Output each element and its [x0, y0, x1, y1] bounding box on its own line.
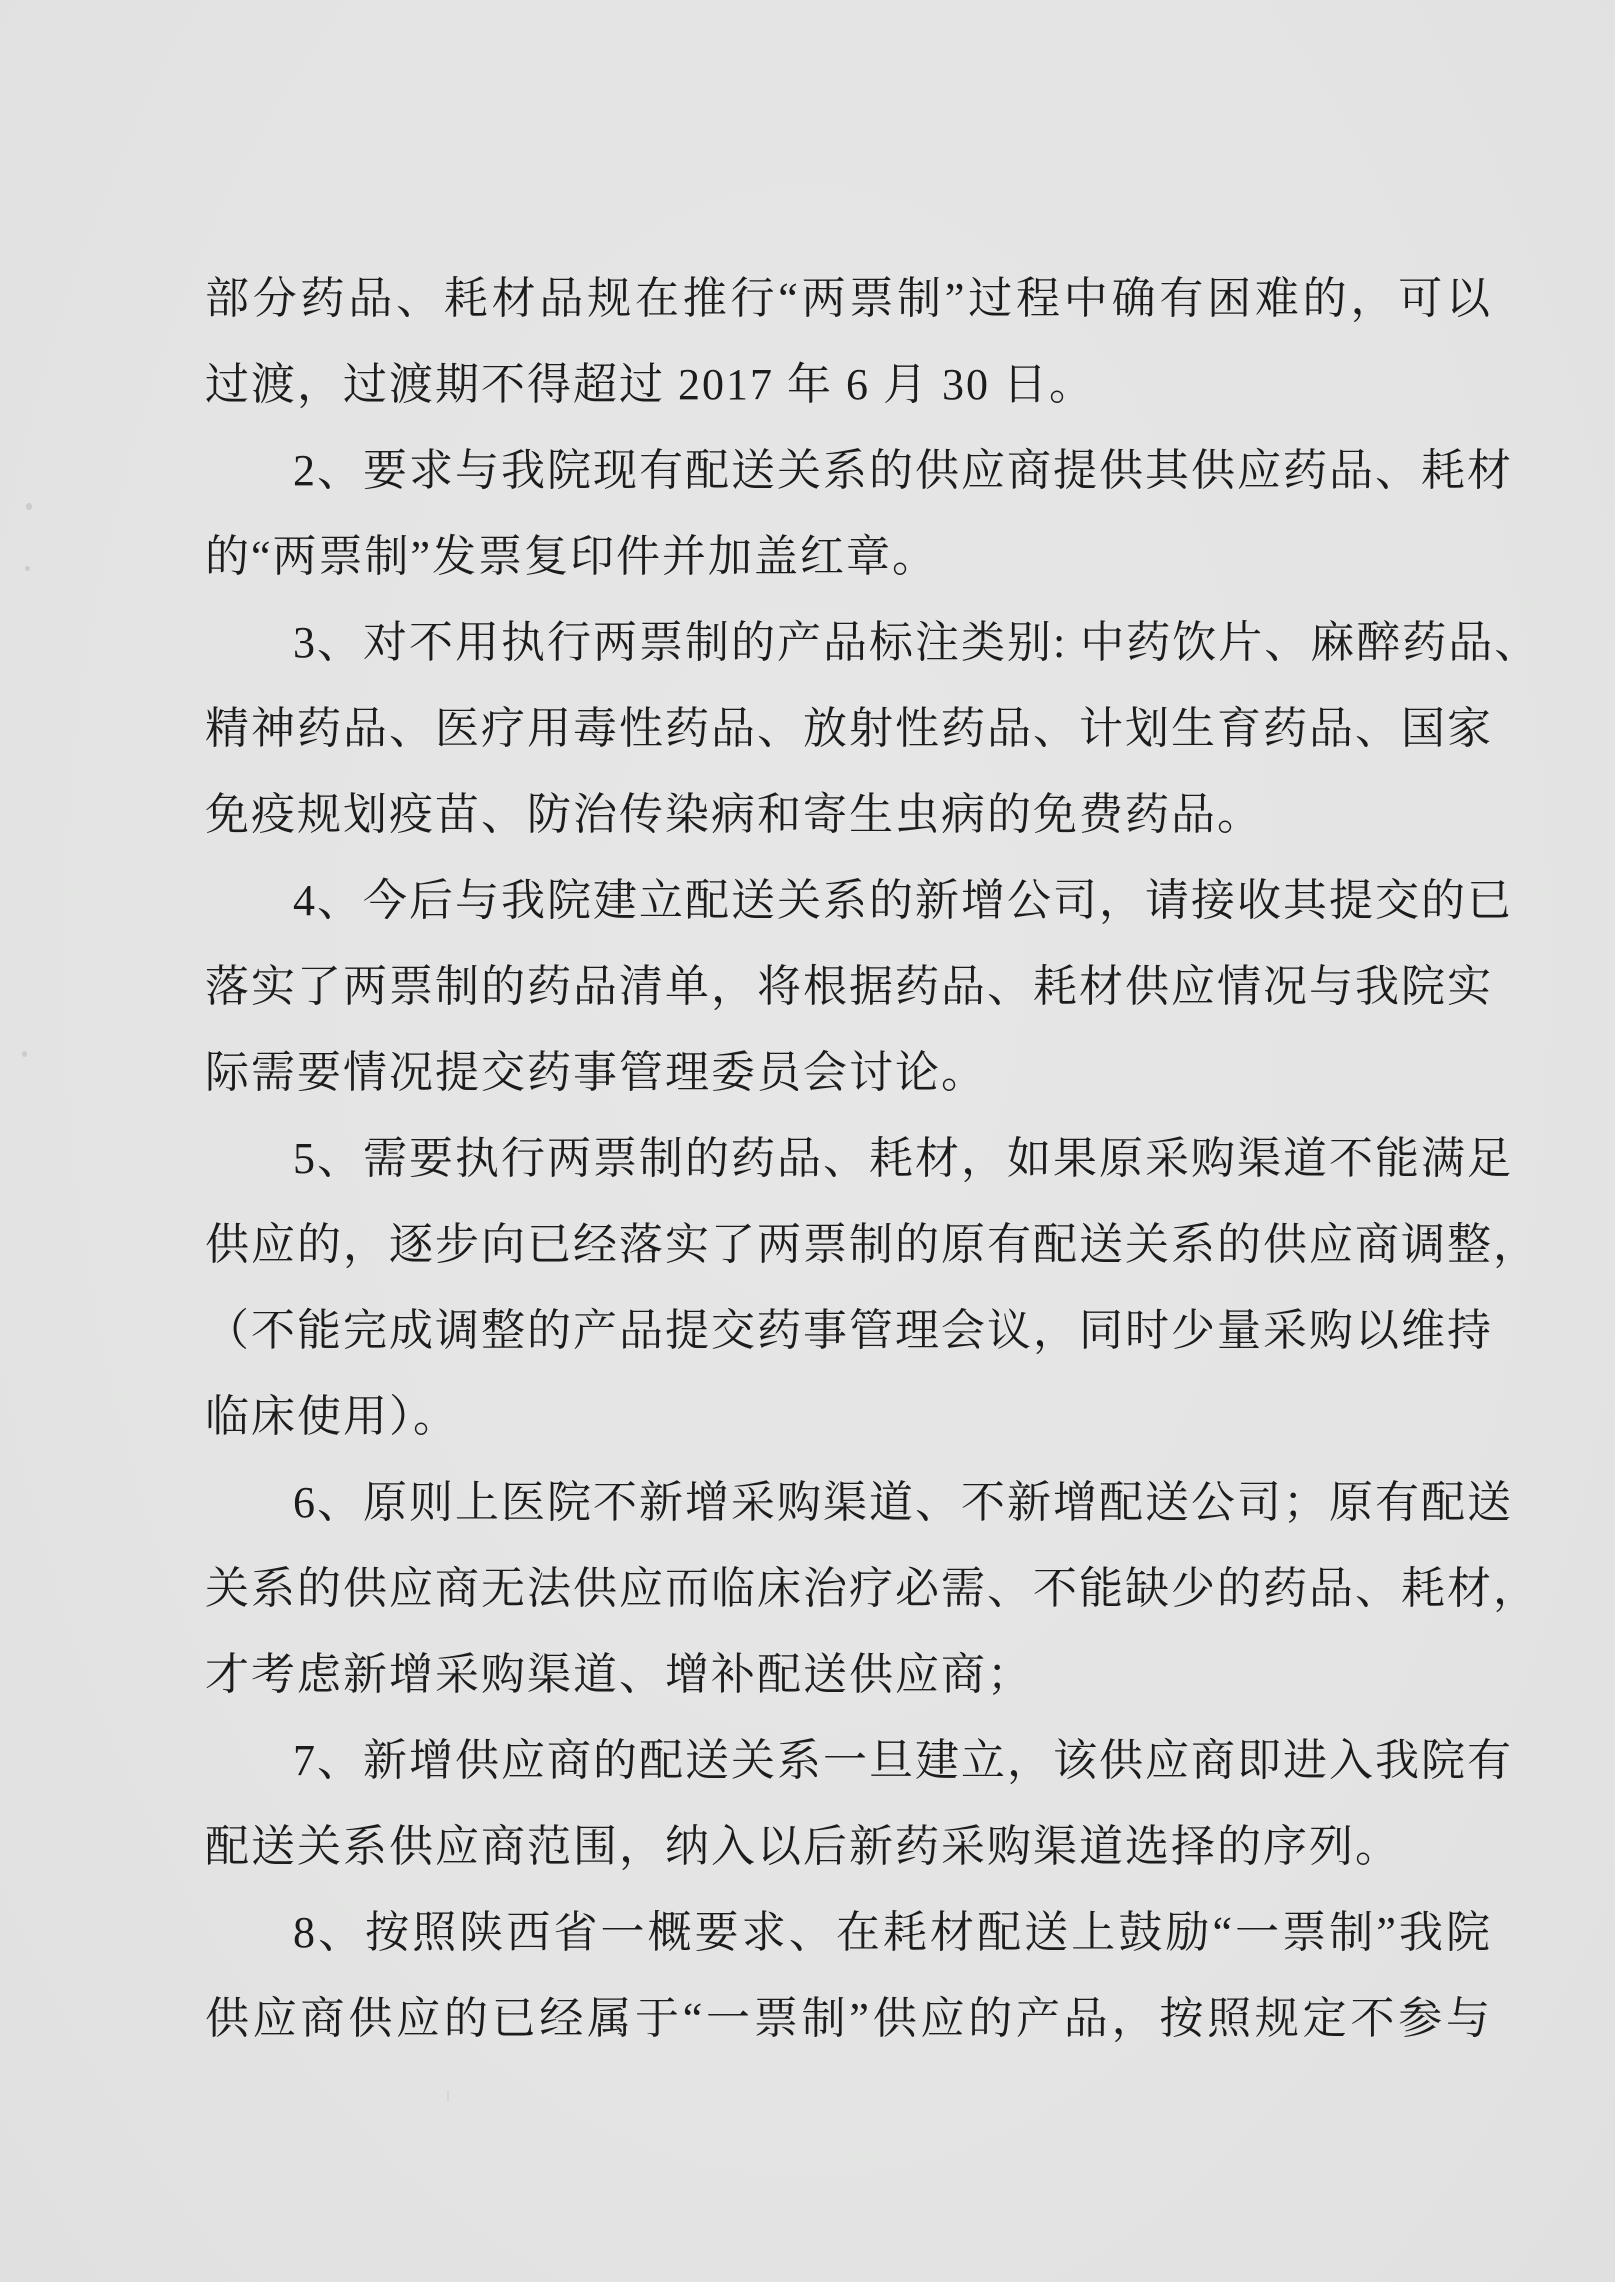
doc-line: 供应商供应的已经属于“一票制”供应的产品，按照规定不参与 [205, 1994, 1492, 2043]
doc-line: 3、对不用执行两票制的产品标注类别: 中药饮片、麻醉药品、 [293, 618, 1541, 667]
doc-line: 5、需要执行两票制的药品、耗材，如果原采购渠道不能满足 [293, 1134, 1513, 1183]
scan-speck [22, 1051, 27, 1057]
doc-line: 配送关系供应商范围，纳入以后新药采购渠道选择的序列。 [205, 1822, 1401, 1871]
doc-line: 7、新增供应商的配送关系一旦建立，该供应商即进入我院有 [293, 1736, 1513, 1785]
scan-speck [26, 503, 32, 510]
doc-line: 际需要情况提交药事管理委员会讨论。 [205, 1048, 987, 1097]
doc-line: 供应的，逐步向已经落实了两票制的原有配送关系的供应商调整， [205, 1220, 1539, 1269]
scan-speck [25, 566, 30, 571]
doc-line: 精神药品、医疗用毒性药品、放射性药品、计划生育药品、国家 [205, 704, 1493, 753]
doc-line: 关系的供应商无法供应而临床治疗必需、不能缺少的药品、耗材， [205, 1564, 1539, 1613]
scan-speck [447, 2090, 449, 2102]
doc-line: 2、要求与我院现有配送关系的供应商提供其供应药品、耗材 [293, 446, 1513, 495]
doc-line: 4、今后与我院建立配送关系的新增公司，请接收其提交的已 [293, 876, 1513, 925]
doc-line: 6、原则上医院不新增采购渠道、不新增配送公司；原有配送 [293, 1478, 1513, 1527]
doc-line: 免疫规划疫苗、防治传染病和寄生虫病的免费药品。 [205, 790, 1263, 839]
doc-line: 才考虑新增采购渠道、增补配送供应商； [205, 1650, 1033, 1699]
doc-line: （不能完成调整的产品提交药事管理会议，同时少量采购以维持 [205, 1306, 1493, 1355]
doc-line: 部分药品、耗材品规在推行“两票制”过程中确有困难的，可以 [205, 274, 1492, 323]
doc-line: 临床使用）。 [205, 1392, 459, 1441]
doc-line: 的“两票制”发票复印件并加盖红章。 [205, 532, 939, 581]
doc-line: 落实了两票制的药品清单，将根据药品、耗材供应情况与我院实 [205, 962, 1493, 1011]
document-body [205, 256, 1541, 2062]
doc-line: 8、按照陕西省一概要求、在耗材配送上鼓励“一票制”我院 [293, 1908, 1492, 1957]
doc-line: 过渡，过渡期不得超过 2017 年 6 月 30 日。 [205, 360, 1095, 409]
